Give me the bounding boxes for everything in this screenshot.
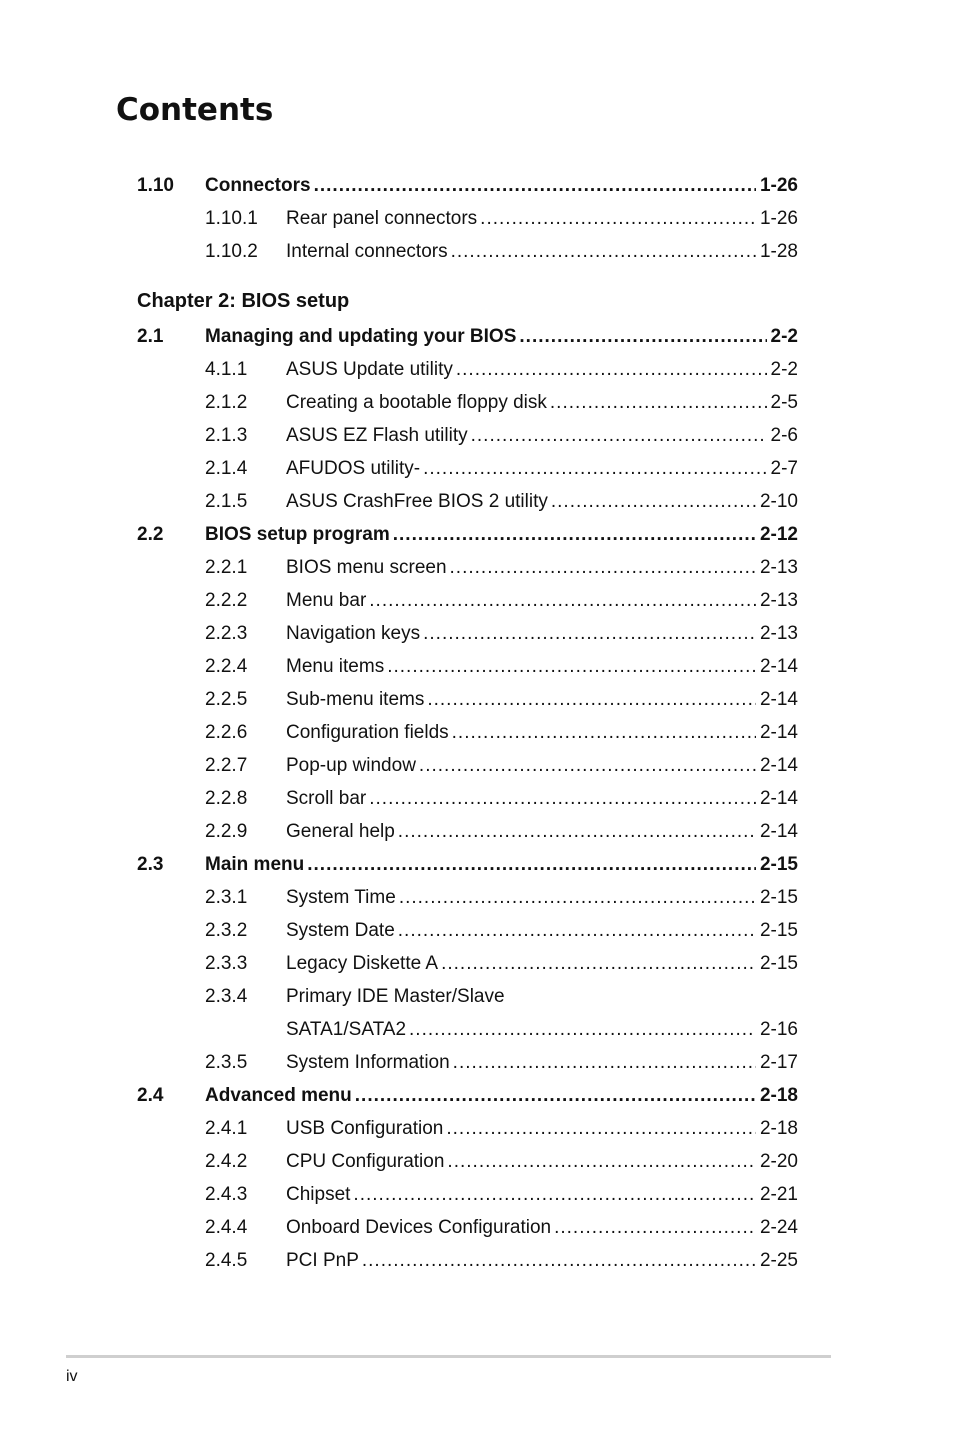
- toc-entry-number: 2.4.4: [205, 1217, 248, 1238]
- page-number: iv: [66, 1368, 78, 1385]
- toc-subsection-entry[interactable]: [137, 617, 798, 650]
- toc-subsection-entry[interactable]: [137, 683, 798, 716]
- toc-entry-number: 2.3.2: [205, 920, 248, 941]
- toc-entry-page: 2-12: [759, 524, 798, 545]
- dot-leader: [369, 584, 756, 617]
- toc-entry-number: 2.2.2: [205, 590, 248, 611]
- toc-entry-page: 2-15: [759, 887, 798, 908]
- toc-entry-number: 1.10: [137, 175, 174, 196]
- toc-entry-title: BIOS menu screen: [286, 557, 447, 578]
- dot-leader: [519, 320, 766, 353]
- toc-section-entry[interactable]: [137, 1079, 798, 1112]
- toc-entry-page: 1-26: [759, 175, 798, 196]
- dot-leader: [419, 749, 756, 782]
- toc-subsection-entry[interactable]: [137, 782, 798, 815]
- toc-entry-number: 2.2.8: [205, 788, 248, 809]
- toc-entry-title: System Information: [286, 1052, 450, 1073]
- dot-leader: [550, 386, 767, 419]
- toc-entry-page: 2-25: [759, 1250, 798, 1271]
- toc-entry-number: 2.1.4: [205, 458, 248, 479]
- page-title: Contents: [116, 92, 274, 128]
- toc-entry-title: Primary IDE Master/Slave: [286, 986, 505, 1007]
- toc-entry-title: System Date: [286, 920, 395, 941]
- toc-entry-title: Navigation keys: [286, 623, 421, 644]
- toc-entry-page: 2-15: [759, 854, 798, 875]
- toc-subsection-entry[interactable]: [137, 386, 798, 419]
- dot-leader: [452, 716, 756, 749]
- toc-entry-page: 2-10: [759, 491, 798, 512]
- toc-entry-page: 2-2: [770, 326, 798, 347]
- dot-leader: [441, 947, 756, 980]
- toc-subsection-entry[interactable]: [137, 815, 798, 848]
- toc-subsection-entry[interactable]: [137, 353, 798, 386]
- toc-subsection-entry[interactable]: [137, 1178, 798, 1211]
- dot-leader: [387, 650, 756, 683]
- toc-entry-page: 2-18: [759, 1085, 798, 1106]
- dot-leader: [451, 235, 756, 268]
- toc-entry-page: 2-14: [759, 656, 798, 677]
- dot-leader: [314, 169, 756, 202]
- dot-leader: [393, 518, 756, 551]
- toc-entry-title: Onboard Devices Configuration: [286, 1217, 552, 1238]
- toc-section-entry[interactable]: [137, 848, 798, 881]
- toc-entry-number: 2.1.2: [205, 392, 248, 413]
- toc-entry-title: Advanced menu: [205, 1085, 352, 1106]
- dot-leader: [447, 1145, 756, 1178]
- table-of-contents: [137, 169, 798, 1277]
- toc-subsection-entry[interactable]: [137, 235, 798, 268]
- dot-leader: [551, 485, 756, 518]
- toc-entry-page: 2-15: [759, 920, 798, 941]
- toc-entry-page: 2-6: [770, 425, 798, 446]
- toc-entry-title: Chipset: [286, 1184, 351, 1205]
- toc-entry-page: 2-21: [759, 1184, 798, 1205]
- toc-entry-title: Rear panel connectors: [286, 208, 478, 229]
- toc-subsection-entry[interactable]: [137, 650, 798, 683]
- toc-entry-number: 2.1.3: [205, 425, 248, 446]
- toc-subsection-entry[interactable]: [137, 485, 798, 518]
- toc-subsection-entry[interactable]: [137, 419, 798, 452]
- toc-entry-number: 2.3.1: [205, 887, 248, 908]
- toc-entry-number: 2.1: [137, 326, 164, 347]
- toc-subsection-entry[interactable]: [137, 881, 798, 914]
- toc-section-entry[interactable]: [137, 169, 798, 202]
- chapter-heading: Chapter 2: BIOS setup: [137, 290, 350, 312]
- dot-leader: [353, 1178, 756, 1211]
- toc-entry-title: Internal connectors: [286, 241, 448, 262]
- toc-section-entry[interactable]: [137, 320, 798, 353]
- toc-entry-number: 2.2.4: [205, 656, 248, 677]
- toc-entry-title: ASUS CrashFree BIOS 2 utility: [286, 491, 548, 512]
- dot-leader: [409, 1013, 756, 1046]
- toc-entry-title: CPU Configuration: [286, 1151, 445, 1172]
- toc-entry-page: 2-14: [759, 821, 798, 842]
- toc-entry-title: ASUS Update utility: [286, 359, 453, 380]
- toc-entry-title: PCI PnP: [286, 1250, 359, 1271]
- toc-entry-page: 2-13: [759, 623, 798, 644]
- toc-subsection-entry[interactable]: [137, 1211, 798, 1244]
- dot-leader: [398, 815, 756, 848]
- toc-entry-number: 2.4.5: [205, 1250, 248, 1271]
- dot-leader: [456, 353, 767, 386]
- toc-entry-number: 2.1.5: [205, 491, 248, 512]
- toc-entry-page: 2-14: [759, 689, 798, 710]
- toc-entry-page: 2-14: [759, 788, 798, 809]
- toc-subsection-entry[interactable]: [137, 551, 798, 584]
- toc-entry-title: Creating a bootable floppy disk: [286, 392, 547, 413]
- toc-entry-number: 2.2.5: [205, 689, 248, 710]
- toc-subsection-entry[interactable]: [137, 452, 798, 485]
- toc-entry-number: 2.4.3: [205, 1184, 248, 1205]
- toc-subsection-entry[interactable]: [137, 202, 798, 235]
- dot-leader: [471, 419, 767, 452]
- toc-subsection-entry[interactable]: [137, 749, 798, 782]
- toc-entry-page: 1-28: [759, 241, 798, 262]
- toc-entry-number: 2.4.2: [205, 1151, 248, 1172]
- toc-subsection-entry[interactable]: [137, 1145, 798, 1178]
- toc-entry-title: Managing and updating your BIOS: [205, 326, 517, 347]
- toc-subsection-entry[interactable]: [137, 947, 798, 980]
- toc-entry-page: 2-20: [759, 1151, 798, 1172]
- toc-entry-title: AFUDOS utility-: [286, 458, 421, 479]
- dot-leader: [554, 1211, 756, 1244]
- toc-entry-number: 2.2.3: [205, 623, 248, 644]
- toc-entry-page: 2-2: [770, 359, 798, 380]
- toc-entry-number: 2.3.5: [205, 1052, 248, 1073]
- toc-entry-number: 2.3.3: [205, 953, 248, 974]
- toc-entry-number: 1.10.1: [205, 208, 258, 229]
- toc-entry-title: Scroll bar: [286, 788, 367, 809]
- toc-subsection-entry[interactable]: [137, 980, 798, 1046]
- footer-rule: [66, 1355, 831, 1358]
- toc-subsection-entry[interactable]: [137, 1046, 798, 1079]
- toc-entry-page: 2-5: [770, 392, 798, 413]
- dot-leader: [399, 881, 756, 914]
- dot-leader: [362, 1244, 756, 1277]
- toc-entry-page: 2-14: [759, 722, 798, 743]
- dot-leader: [427, 683, 756, 716]
- toc-entry-title: ASUS EZ Flash utility: [286, 425, 468, 446]
- toc-entry-title: General help: [286, 821, 395, 842]
- toc-entry-title: BIOS setup program: [205, 524, 390, 545]
- toc-entry-title: Main menu: [205, 854, 305, 875]
- toc-entry-title-continued: SATA1/SATA2: [286, 1019, 407, 1040]
- toc-subsection-entry[interactable]: [137, 1112, 798, 1145]
- toc-entry-page: 2-14: [759, 755, 798, 776]
- toc-entry-number: 2.3.4: [205, 986, 248, 1007]
- toc-entry-number: 2.3: [137, 854, 164, 875]
- dot-leader: [307, 848, 756, 881]
- toc-subsection-entry[interactable]: [137, 1244, 798, 1277]
- dot-leader: [480, 202, 756, 235]
- toc-entry-title: USB Configuration: [286, 1118, 444, 1139]
- dot-leader: [355, 1079, 756, 1112]
- toc-entry-number: 2.2.9: [205, 821, 248, 842]
- dot-leader: [453, 1046, 756, 1079]
- toc-entry-number: 4.1.1: [205, 359, 248, 380]
- toc-entry-page: 2-18: [759, 1118, 798, 1139]
- toc-entry-title: Pop-up window: [286, 755, 416, 776]
- toc-entry-page: 2-13: [759, 557, 798, 578]
- toc-entry-title: Menu items: [286, 656, 385, 677]
- dot-leader: [450, 551, 756, 584]
- toc-entry-page: 2-13: [759, 590, 798, 611]
- dot-leader: [423, 452, 766, 485]
- toc-entry-page: 2-7: [770, 458, 798, 479]
- toc-section-entry[interactable]: [137, 518, 798, 551]
- toc-entry-title: Connectors: [205, 175, 311, 196]
- dot-leader: [446, 1112, 756, 1145]
- dot-leader: [398, 914, 756, 947]
- toc-subsection-entry[interactable]: [137, 914, 798, 947]
- toc-entry-number: 2.2.6: [205, 722, 248, 743]
- toc-entry-title: Sub-menu items: [286, 689, 425, 710]
- toc-entry-number: 2.2.1: [205, 557, 248, 578]
- toc-subsection-entry[interactable]: [137, 716, 798, 749]
- toc-subsection-entry[interactable]: [137, 584, 798, 617]
- toc-entry-title: Configuration fields: [286, 722, 449, 743]
- dot-leader: [423, 617, 756, 650]
- dot-leader: [369, 782, 756, 815]
- toc-entry-number: 2.2.7: [205, 755, 248, 776]
- toc-entry-number: 2.4: [137, 1085, 164, 1106]
- toc-entry-number: 2.2: [137, 524, 164, 545]
- toc-entry-title: Legacy Diskette A: [286, 953, 439, 974]
- toc-entry-title: System Time: [286, 887, 396, 908]
- toc-entry-number: 1.10.2: [205, 241, 258, 262]
- toc-entry-title: Menu bar: [286, 590, 367, 611]
- toc-entry-page: 2-15: [759, 953, 798, 974]
- toc-entry-page: 1-26: [759, 208, 798, 229]
- toc-entry-page: 2-24: [759, 1217, 798, 1238]
- toc-entry-page: 2-16: [759, 1019, 798, 1040]
- toc-entry-page: 2-17: [759, 1052, 798, 1073]
- toc-entry-number: 2.4.1: [205, 1118, 248, 1139]
